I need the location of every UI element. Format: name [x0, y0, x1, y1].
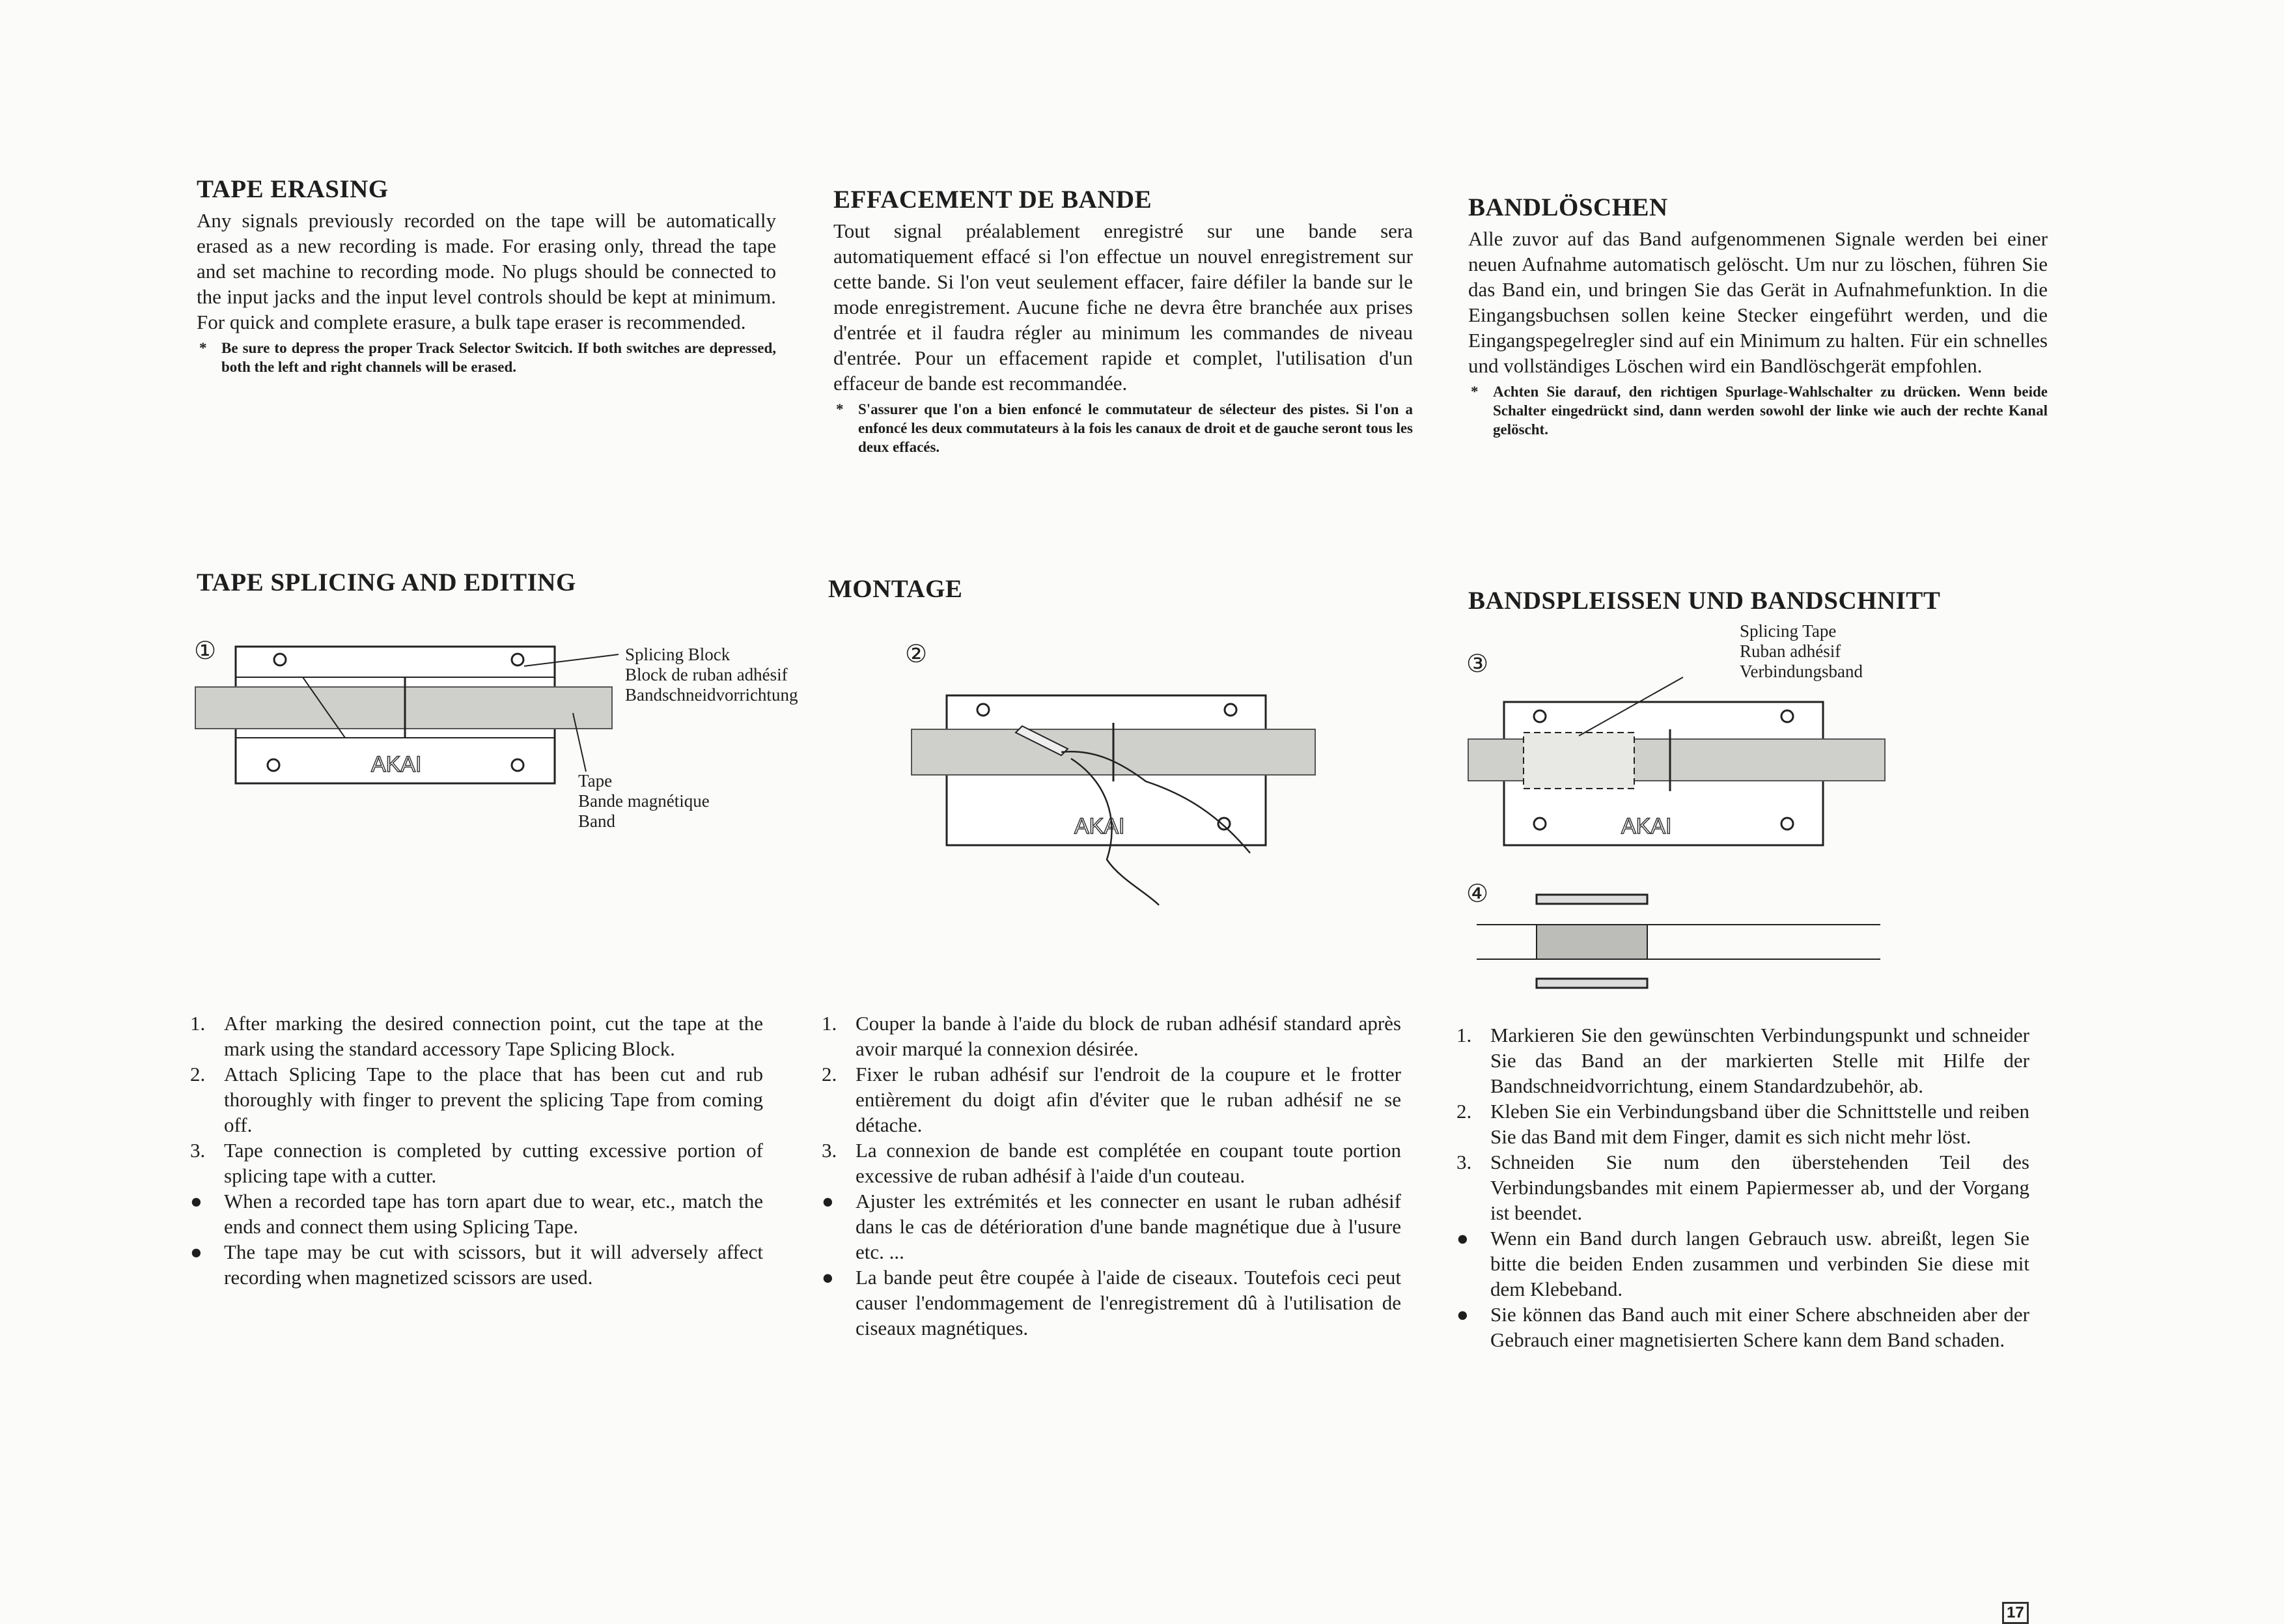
list-item: [822, 1011, 1401, 1061]
list-text: Tape connection is completed by cutting excessive portion of splicing tape with a cutter.: [224, 1139, 763, 1187]
list-item: [190, 1061, 763, 1138]
list-text: After marking the desired connection point, cut the tape at the mark using the standard accessory Tape Splicing Block.: [224, 1012, 763, 1060]
block-label: [625, 645, 798, 705]
label-line: Block de ruban adhésif: [625, 665, 788, 684]
figure-number: ②: [905, 641, 928, 668]
list-marker: 3.: [822, 1139, 837, 1162]
section-title: TAPE ERASING: [197, 175, 389, 203]
list-item: [822, 1138, 1401, 1188]
list-marker: ●: [1456, 1303, 1469, 1326]
list-marker: 1.: [822, 1012, 837, 1035]
tape-label: [578, 771, 710, 832]
label-line: Splicing Block: [625, 645, 731, 664]
list-item: [822, 1188, 1401, 1265]
splice-title-de: BANDSPLEISSEN UND BANDSCHNITT: [1468, 587, 1941, 615]
steps-english: [190, 1011, 763, 1290]
list-marker: 2.: [822, 1063, 837, 1085]
list-item: [190, 1138, 763, 1188]
label-line: Bandschneidvorrichtung: [625, 685, 798, 705]
brand-logo: AKAI: [1621, 814, 1672, 839]
column-english: [197, 175, 776, 376]
cutting-diagram: [912, 690, 1406, 912]
list-item: [1456, 1022, 2029, 1099]
list-item: [190, 1188, 763, 1239]
section-note: * Achten Sie darauf, den richtigen Spurlage-Wahlschalter zu drücken. Wenn beide Schalter eingedrückt sind, dann werden sowohl der linke wie auch der rechte Kanal gelöscht.: [1468, 382, 2048, 439]
list-marker: 1.: [1456, 1024, 1472, 1046]
column-french: [833, 185, 1413, 456]
list-text: La bande peut être coupée à l'aide de ciseaux. Toutefois ceci peut causer l'endommagement de l'enregistrement dû à l'utilisation de ciseaux magnétiques.: [856, 1266, 1401, 1339]
label-line: Band: [578, 811, 615, 831]
list-item: [822, 1265, 1401, 1341]
list-marker: ●: [822, 1190, 834, 1212]
list-item: [1456, 1302, 2029, 1352]
list-text: Schneiden Sie num den überstehenden Teil des Verbindungsbandes mit einem Papiermesser ab, und der Vorgang ist beendet.: [1490, 1151, 2029, 1224]
section-body: Alle zuvor auf das Band aufgenommenen Signale werden bei einer neuen Aufnahme automatisch gelöscht. Um nur zu löschen, führen Sie das Band ein, und bringen Sie das Gerät in Aufnahmefunktion. In die Eingangsbuchsen sollen keine Stecker eingeführt werden, und die Eingangspegelregler sind auf ein Minimum zu halten. Für ein schnelles und vollständiges Löschen wird ein Bandlöschgerät empfohlen.: [1468, 227, 2048, 377]
label-line: Ruban adhésif: [1740, 641, 1841, 661]
steps-german: [1456, 1022, 2029, 1352]
section-note: * S'assurer que l'on a bien enfoncé le commutateur de sélecteur des pistes. Si l'on a enfoncé les deux commutateurs à la fois les canaux de droit et de gauche seront tous les deux effacés.: [833, 400, 1413, 456]
splicing-tape-label: [1740, 621, 1863, 682]
label-line: Bande magnétique: [578, 791, 710, 811]
splice-title-fr: MONTAGE: [828, 575, 963, 603]
list-marker: 1.: [190, 1012, 206, 1035]
list-marker: 3.: [190, 1139, 206, 1162]
list-text: The tape may be cut with scissors, but it will adversely affect recording when magnetized scissors are used.: [224, 1240, 763, 1289]
list-item: [1456, 1099, 2029, 1149]
list-text: La connexion de bande est complétée en coupant toute portion excessive de ruban adhésif à l'aide d'un couteau.: [856, 1139, 1401, 1187]
list-text: Sie können das Band auch mit einer Schere abschneiden aber der Gebrauch einer magnetisierten Schere kann dem Band schaden.: [1490, 1303, 2029, 1351]
list-text: Ajuster les extrémités et les connecter en usant le ruban adhésif dans le cas de détérioration d'une bande magnétique due à l'usure etc. ...: [856, 1190, 1401, 1263]
brand-logo: AKAI: [1074, 814, 1125, 839]
list-text: Attach Splicing Tape to the place that has been cut and rub thoroughly with finger to prevent the splicing Tape from coming off.: [224, 1063, 763, 1136]
page-number: 17: [2002, 1602, 2029, 1624]
list-marker: ●: [190, 1240, 202, 1263]
list-text: Fixer le ruban adhésif sur l'endroit de la coupure et le frotter entièrement du doigt afin d'éviter que le ruban adhésif ne se détache.: [856, 1063, 1401, 1136]
list-marker: ●: [822, 1266, 834, 1289]
list-text: Wenn ein Band durch langen Gebrauch usw. abreißt, legen Sie bitte die beiden Enden zusammen und verbinden Sie diese mit dem Klebeband.: [1490, 1227, 2029, 1300]
splicing-tape-diagram: [1468, 697, 1885, 853]
figure-number: ①: [194, 637, 217, 665]
figure-number: ③: [1466, 651, 1489, 678]
section-note: * Be sure to depress the proper Track Selector Switcich. If both switches are depressed, both the left and right channels will be erased.: [197, 339, 776, 376]
list-marker: 3.: [1456, 1151, 1472, 1173]
splice-title-en: TAPE SPLICING AND EDITING: [197, 568, 576, 596]
figure-number: ④: [1466, 880, 1489, 908]
list-text: Markieren Sie den gewünschten Verbindungspunkt und schneider Sie das Band an der markierten Stelle mit Hilfe der Bandschneidvorrichtung, einem Standardzubehör, ab.: [1490, 1024, 2029, 1097]
list-item: [190, 1239, 763, 1290]
list-item: [190, 1011, 763, 1061]
column-german: [1468, 193, 2048, 439]
steps-french: [822, 1011, 1401, 1341]
list-item: [1456, 1225, 2029, 1302]
brand-logo: AKAI: [371, 752, 422, 777]
section-title: EFFACEMENT DE BANDE: [833, 186, 1152, 214]
list-item: [822, 1061, 1401, 1138]
list-text: Kleben Sie ein Verbindungsband über die Schnittstelle und reiben Sie das Band mit dem Finger, damit es sich nicht mehr löst.: [1490, 1100, 2029, 1148]
list-marker: 2.: [190, 1063, 206, 1085]
list-text: When a recorded tape has torn apart due to wear, etc., match the ends and connect them using Splicing Tape.: [224, 1190, 763, 1238]
list-marker: ●: [1456, 1227, 1469, 1250]
label-line: Tape: [578, 771, 613, 791]
section-title: BANDLÖSCHEN: [1468, 193, 1668, 221]
label-line: Splicing Tape: [1740, 621, 1837, 641]
finished-splice-diagram: [1477, 891, 1887, 988]
splicing-block-diagram: [194, 637, 586, 798]
list-item: [1456, 1149, 2029, 1225]
list-text: Couper la bande à l'aide du block de ruban adhésif standard après avoir marqué la connexion désirée.: [856, 1012, 1401, 1060]
section-body: Tout signal préalablement enregistré sur une bande sera automatiquement effacé si l'on effectue un nouvel enregistrement sur cette bande. Si l'on veut seulement effacer, faire défiler la bande sur le mode enregistrement. Aucune fiche ne devra être branchée aux prises d'entrée et il faudra régler au minimum les commandes de niveau d'entrée. Pour un effacement rapide et complet, l'utilisation d'un effaceur de bande est recommandée.: [833, 219, 1413, 395]
section-body: Any signals previously recorded on the tape will be automatically erased as a new recording is made. For erasing only, thread the tape and set machine to recording mode. No plugs should be connected to the input jacks and the input level controls should be kept at minimum. For quick and complete erasure, a bulk tape eraser is recommended.: [197, 209, 776, 333]
list-marker: 2.: [1456, 1100, 1472, 1123]
list-marker: ●: [190, 1190, 202, 1212]
label-line: Verbindungsband: [1740, 662, 1863, 681]
